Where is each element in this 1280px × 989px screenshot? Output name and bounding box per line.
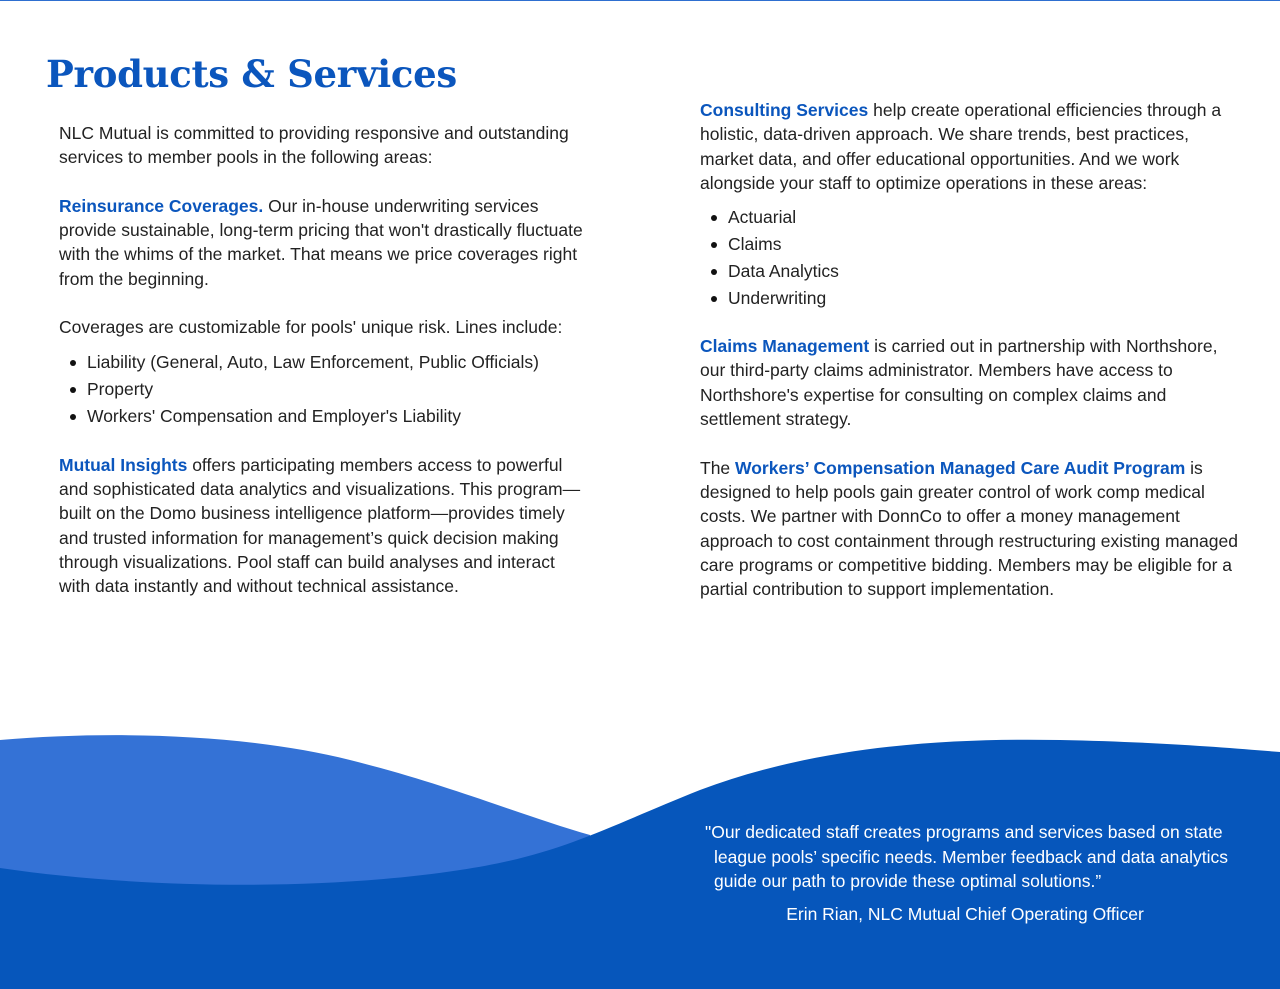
list-item: Data Analytics: [728, 258, 1240, 285]
left-column: [59, 121, 589, 598]
list-item: Workers' Compensation and Employer's Liability: [87, 403, 589, 430]
list-item: Property: [87, 376, 589, 403]
audit-heading: Workers’ Compensation Managed Care Audit Program: [735, 457, 1186, 478]
consulting-body: help create operational efficiencies through a holistic, data-driven approach. We share trends, best practices, market data, and offer educational opportunities. And we work alongside your staff to optimize operations in these areas:: [700, 100, 1222, 193]
intro-text: NLC Mutual is committed to providing responsive and outstanding services to member pools in the following areas:: [59, 123, 569, 168]
quote-text: "Our dedicated staff creates programs and services based on state league pools’ specific needs. Member feedback and data analytics guide our path to provide these optimal solutions.”: [705, 822, 1228, 891]
top-rule: [0, 0, 1280, 1]
claims-body: is carried out in partnership with Northshore, our third-party claims administrator. Members have access to Northshore's expertise for consulting on complex claims and settlement strategy.: [700, 336, 1218, 430]
list-item: Actuarial: [728, 204, 1240, 231]
mutual-insights-body: offers participating members access to powerful and sophisticated data analytics and visualizations. This program—built on the Domo business intelligence platform—provides timely and trusted information for management’s quick decision making through visualizations. Pool staff can build analyses and interact with data instantly and without technical assistance.: [59, 454, 581, 597]
consulting-paragraph: [700, 98, 1240, 195]
audit-prefix: The: [700, 457, 736, 478]
audit-body: is designed to help pools gain greater control of work comp medical costs. We partner with DonnCo to offer a money management approach to cost containment through restructuring existing managed care programs or competitive bidding. Members may be eligible for a partial contribution to support implementation.: [700, 457, 1238, 600]
right-column: [700, 98, 1240, 601]
quote-attribution: Erin Rian, NLC Mutual Chief Operating Officer: [786, 904, 1144, 924]
audit-paragraph: [700, 456, 1240, 602]
coverage-lines-list: [59, 349, 589, 430]
reinsurance-heading: Reinsurance Coverages.: [59, 195, 264, 216]
mutual-insights-heading: Mutual Insights: [59, 454, 188, 475]
consulting-heading: Consulting Services: [700, 100, 869, 120]
list-item: Underwriting: [728, 285, 1240, 312]
coverages-text: Coverages are customizable for pools' unique risk. Lines include:: [59, 317, 563, 338]
reinsurance-paragraph: [59, 194, 589, 291]
page-title: Products & Services: [46, 52, 457, 96]
claims-heading: Claims Management: [700, 336, 870, 357]
claims-paragraph: [700, 334, 1240, 431]
consulting-areas-list: [700, 204, 1240, 312]
quote-block: [705, 820, 1245, 894]
list-item: Liability (General, Auto, Law Enforcement, Public Officials): [87, 349, 589, 376]
reinsurance-body: Our in-house underwriting services provide sustainable, long-term pricing that won't drastically fluctuate with the whims of the market. That means we price coverages right from the beginning.: [59, 195, 583, 289]
list-item: Claims: [728, 231, 1240, 258]
mutual-insights-paragraph: [59, 453, 589, 599]
